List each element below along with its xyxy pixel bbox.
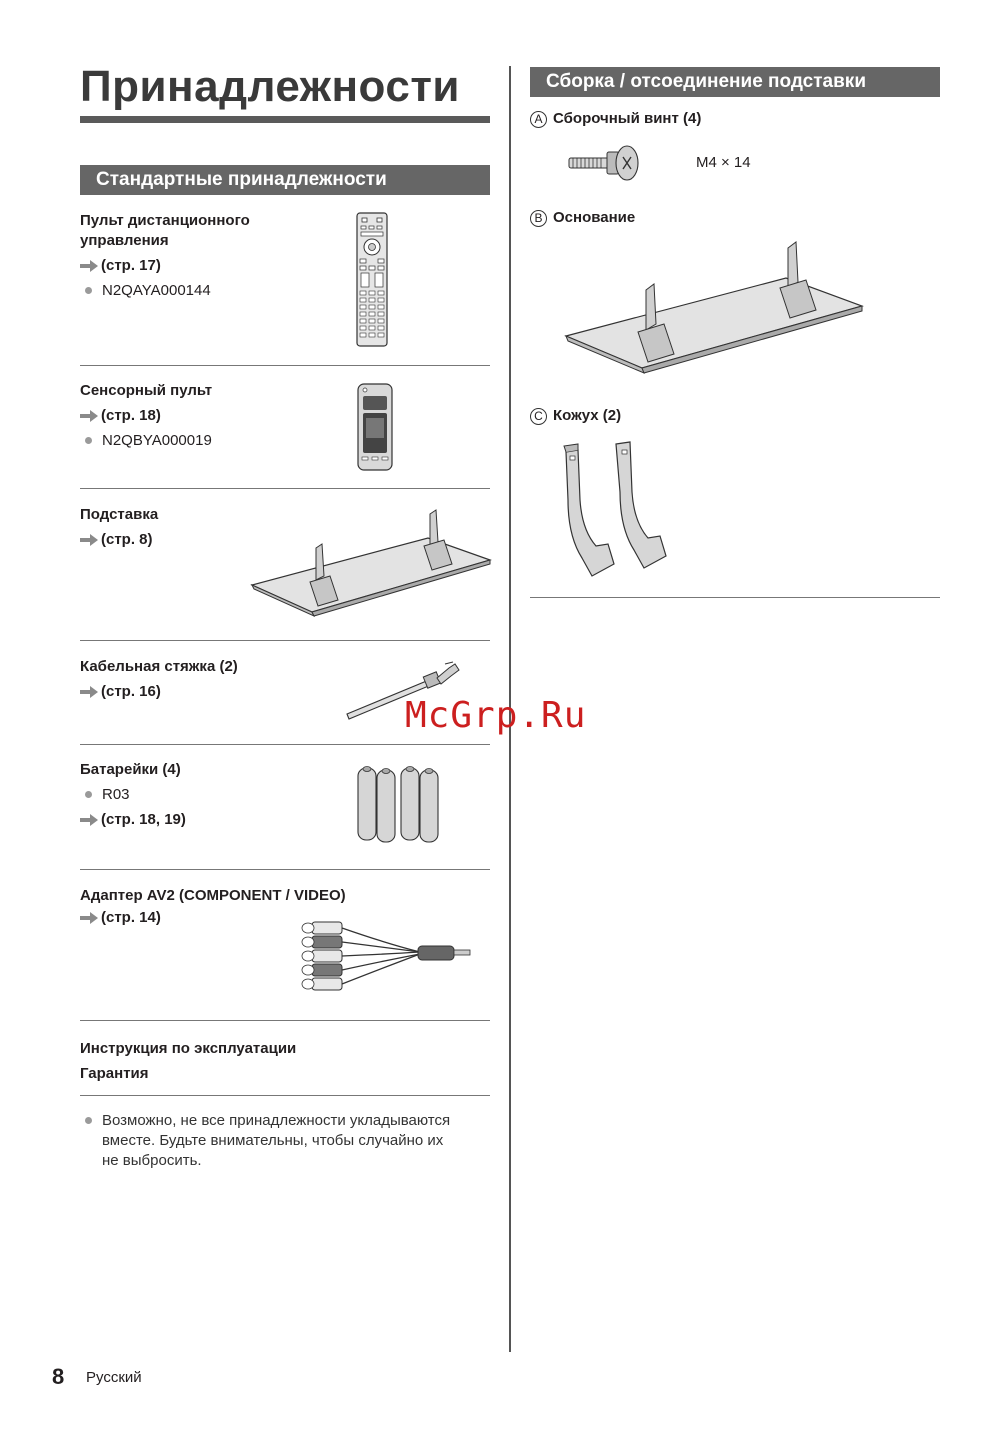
divider [80,365,490,366]
title-rule [80,116,490,123]
arrow-right-icon [80,260,98,272]
page-reference: (стр. 8) [80,530,340,550]
page-reference: (стр. 18, 19) [80,810,340,830]
item-title: Сенсорный пульт [80,382,213,399]
page-reference: (стр. 17) [80,256,340,276]
divider [80,640,490,641]
model-number: N2QAYA000144 [80,281,340,301]
page-reference: (стр. 18) [80,406,340,426]
av-adapter-icon [298,916,474,996]
battery-type: R03 [80,785,340,805]
batteries-icon [356,762,442,844]
page-reference: (стр. 16) [80,682,340,702]
accessory-documents [80,1036,420,1086]
divider [80,1095,490,1096]
screw-icon [567,144,641,182]
part-a-title: A Сборочный винт (4) [530,109,701,129]
note: Возможно, не все принадлежности укладываются вместе. Будьте внимательны, чтобы случайно их не выбросить. [80,1111,490,1171]
divider [80,1020,490,1021]
watermark: McGrp.Ru [405,695,587,736]
divider [80,744,490,745]
stand-icon [250,508,492,620]
arrow-right-icon [80,410,98,422]
section-header-standard-accessories: Стандартные принадлежности [80,165,490,195]
base-icon [564,240,866,378]
letter-badge: A [530,111,547,128]
arrow-right-icon [80,686,98,698]
arrow-right-icon [80,534,98,546]
accessory-remote [80,211,340,301]
item-title: Кабельная стяжка (2) [80,658,238,675]
divider [80,488,490,489]
divider [80,869,490,870]
remote-control-icon [356,212,388,347]
screw-spec: M4 × 14 [696,154,751,171]
part-c-title: C Кожух (2) [530,406,621,426]
page-title: Принадлежности [80,62,460,111]
item-title: Адаптер AV2 (COMPONENT / VIDEO) [80,887,346,904]
accessory-batteries [80,760,340,830]
letter-badge: C [530,408,547,425]
model-number: N2QBYA000019 [80,431,340,451]
divider [530,597,940,598]
arrow-right-icon [80,814,98,826]
page-number: 8 [52,1364,65,1389]
part-b-title: B Основание [530,208,635,228]
item-title: Пульт дистанционного управления [80,212,250,249]
page-reference: (стр. 14) [80,908,420,928]
letter-badge: B [530,210,547,227]
item-title: Батарейки (4) [80,761,181,778]
cover-icon [556,440,668,578]
item-title: Инструкция по эксплуатации Гарантия [80,1040,297,1082]
accessory-touch-pad [80,381,340,451]
accessory-cable-tie [80,657,340,702]
item-title: Подставка [80,506,159,523]
footer-language: Русский [86,1369,142,1386]
arrow-right-icon [80,912,98,924]
section-header-stand-assembly: Сборка / отсоединение подставки [530,67,940,97]
touch-pad-icon [357,383,393,471]
